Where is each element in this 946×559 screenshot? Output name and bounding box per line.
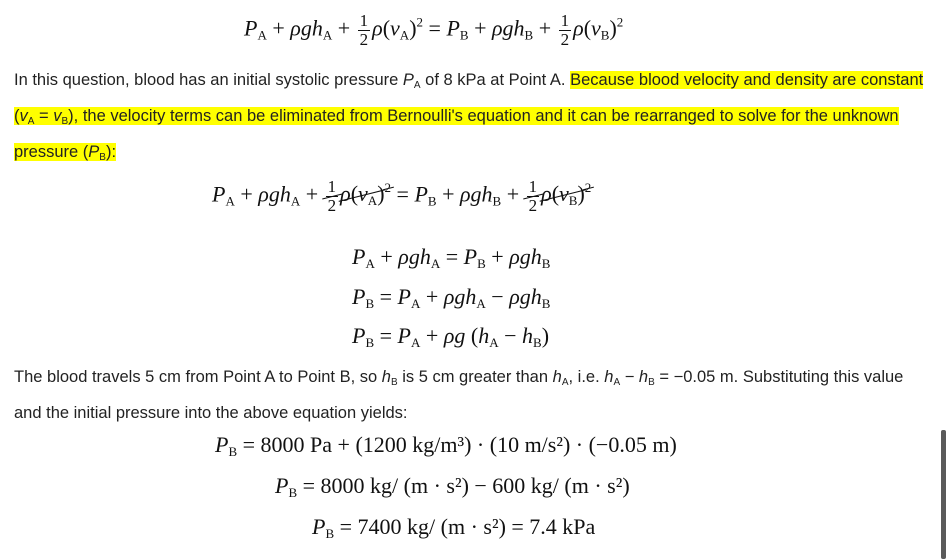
substitution-equation-2: $P_B = 8000$ kg/ (m · s²) − 600 kg/ (m · s²) [275, 473, 630, 500]
cancelled-equation: $P_A + \rho gh_A$ + $\frac{1}{2}$ $\rho(v_A)^2 = P_B + \rho gh_B$ + $\frac{1}{2}$ $\rho(v_B)^2$ [212, 177, 592, 215]
rearranged-equation-1: $P_A + \rho gh_A = P_B + \rho gh_B$ [352, 244, 551, 271]
rearranged-equation-3: $P_B = P_A + \rho g$ $(h_A - h_B)$ [352, 323, 550, 350]
substitution-equation-3: $P_B = 7400$ kg/ (m · s²) = 7.4 kPa [312, 514, 596, 541]
rearranged-equation-2: $P_B = P_A + \rho gh_A - \rho gh_B$ [352, 284, 551, 311]
highlighted-text: Because blood velocity and density are constant $(v_A = v_B)$, the velocity terms can be eliminated from Bernoulli's equation and it can be rearranged to solve for the unknown pressure $(P_B)$: [14, 71, 924, 163]
vertical-scrollbar[interactable] [941, 430, 946, 559]
bernoulli-equation: $P_A + \rho gh_A$ + $\frac{1}{2}$ $\rho(v_A)^2 = P_B + \rho gh_B$ + $\frac{1}{2}$ $\rho(v_B)^2$ [244, 11, 624, 49]
explanation-paragraph-1: In this question, blood has an initial systolic pressure $P_A$ of 8 kPa at Point A. Because blood velocity and density are constant $(v_A = v_B)$, the velocity terms can be eliminated from Bernoulli's equation and it can be rearranged to solve for the unknown pressure $(P_B)$: [14, 71, 924, 163]
explanation-paragraph-2: The blood travels 5 cm from Point A to Point B, so $h_B$ is 5 cm greater than $h_A$, i.e. $h_A - h_B = -0.05$ m. Substituting this value and the initial pressure into the above equation yields: [14, 368, 904, 422]
substitution-equation-1: $P_B = 8000$ Pa + (1200 kg/m³) · (10 m/s²) · (−0.05 m) [215, 432, 677, 459]
